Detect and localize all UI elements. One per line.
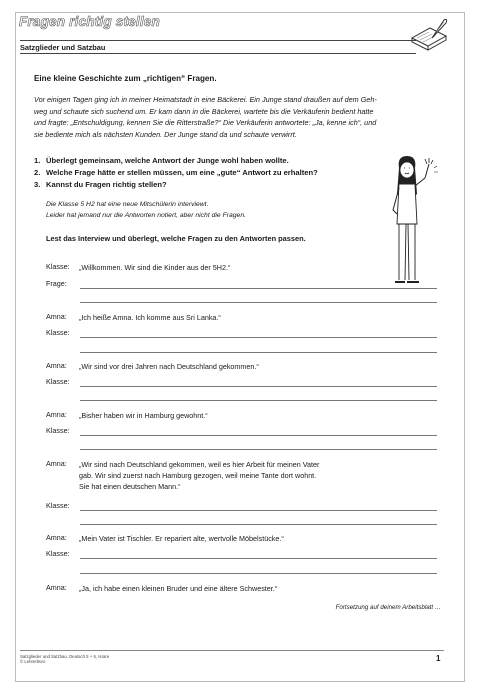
writing-line[interactable] — [80, 302, 437, 303]
answer-line: „Wir sind nach Deutschland gekommen, weil es hier Arbeit für meinen Vater — [79, 460, 320, 469]
book-quill-icon — [408, 16, 450, 54]
question-text: Welche Frage hätte er stellen müssen, um eine „gute“ Antwort zu erhalten? — [46, 168, 318, 177]
interview-note — [46, 200, 346, 221]
writing-line[interactable] — [80, 573, 437, 574]
header-rule — [20, 40, 416, 41]
question-text: Überlegt gemeinsam, welche Antwort der Junge wohl haben wollte. — [46, 156, 289, 165]
question-list — [34, 155, 394, 191]
answer-text: „Willkommen. Wir sind die Kinder aus der 5H2.“ — [79, 263, 231, 272]
answer-text: „Mein Vater ist Tischler. Er repariert alte, wertvolle Möbelstücke.“ — [79, 534, 284, 543]
interview-entry — [46, 328, 438, 337]
interview-entry — [46, 549, 438, 558]
answer-text: „Ja, ich habe einen kleinen Bruder und eine ältere Schwester.“ — [79, 584, 278, 593]
speaker-label: Amna: — [46, 312, 67, 321]
task-instruction: Lest das Interview und überlegt, welche Fragen zu den Antworten passen. — [46, 234, 306, 243]
note-line: Die Klasse 5 H2 hat eine neue Mitschülerin interviewt. — [46, 201, 209, 208]
writing-line[interactable] — [80, 386, 437, 387]
speaker-label: Klasse: — [46, 262, 70, 271]
answer-line: Sie hat einen deutschen Mann.“ — [79, 482, 181, 491]
footer-line: © Lehrerbüro — [20, 659, 46, 665]
story-line: sie bediente mich als nächsten Kunden. Der Junge stand da und schaute verwirrt. — [34, 129, 297, 139]
writing-line[interactable] — [80, 352, 437, 353]
interview-entry — [46, 459, 438, 492]
speaker-label: Amna: — [46, 583, 67, 592]
interview-entry — [46, 361, 438, 372]
answer-line: gab. Wir sind zuerst nach Hamburg gezogen, weil meine Tante dort wohnt. — [79, 471, 317, 480]
speaker-label: Klasse: — [46, 377, 70, 386]
story-line: Vor einigen Tagen ging ich in meiner Heimatstadt in eine Bäckerei. Ein Junge stand draußen auf dem Geh- — [34, 95, 377, 104]
interview-entry — [46, 262, 438, 273]
page-number: 1 — [436, 654, 441, 663]
page-title: Fragen richtig stellen — [19, 14, 160, 29]
footer-line: Satzglieder und Satzbau, Deutsch 5 + 6, Israre — [20, 654, 110, 659]
writing-line[interactable] — [80, 435, 437, 436]
question-text: Kannst du Fragen richtig stellen? — [46, 180, 167, 189]
writing-line[interactable] — [80, 288, 437, 289]
speaker-label: Klasse: — [46, 328, 70, 337]
answer-text: „Bisher haben wir in Hamburg gewohnt.“ — [79, 411, 208, 420]
interview-entry — [46, 501, 438, 510]
footer-source — [20, 654, 109, 665]
continuation-note: Fortsetzung auf deinem Arbeitsblatt … — [335, 604, 441, 611]
interview-entry — [46, 583, 438, 594]
question-item — [34, 167, 394, 179]
story-paragraph — [34, 94, 438, 140]
writing-line[interactable] — [80, 337, 437, 338]
interview-entry — [46, 377, 438, 386]
question-number: 3. — [34, 180, 41, 189]
question-number: 1. — [34, 156, 41, 165]
answer-text: „Wir sind vor drei Jahren nach Deutschland gekommen.“ — [79, 362, 259, 371]
speaker-label: Amna: — [46, 459, 67, 468]
interview-entry — [46, 426, 438, 435]
writing-line[interactable] — [80, 524, 437, 525]
story-line: und fragte: „Entschuldigung, kennen Sie die Ritterstraße?“ Die Verkäuferin antwortete: „Ja, kenne ich“, und — [34, 118, 377, 127]
question-item — [34, 179, 394, 191]
answer-text: „Ich heiße Amna. Ich komme aus Sri Lanka.“ — [79, 313, 221, 322]
writing-line[interactable] — [80, 449, 437, 450]
section-title: Eine kleine Geschichte zum „richtigen“ Fragen. — [34, 74, 217, 83]
footer-rule — [20, 650, 444, 651]
speaker-label: Amna: — [46, 410, 67, 419]
speaker-label: Klasse: — [46, 426, 70, 435]
story-line: weg und schaute sich suchend um. Er kam dann in die Bäckerei, wartete bis die Verkäuferin bedient hatte — [34, 106, 374, 116]
waving-girl-illustration — [377, 154, 439, 294]
writing-line[interactable] — [80, 510, 437, 511]
speaker-label: Klasse: — [46, 501, 70, 510]
page-subtitle: Satzglieder und Satzbau — [20, 43, 106, 52]
interview-entry — [46, 312, 438, 323]
speaker-label: Frage: — [46, 279, 67, 288]
note-line: Leider hat jemand nur die Antworten notiert, aber nicht die Fragen. — [46, 211, 246, 219]
interview-entry — [46, 279, 438, 288]
interview-entry — [46, 410, 438, 421]
interview-entry — [46, 533, 438, 544]
speaker-label: Klasse: — [46, 549, 70, 558]
question-item — [34, 155, 394, 167]
header-rule-bottom — [20, 53, 416, 54]
speaker-label: Amna: — [46, 533, 67, 542]
writing-line[interactable] — [80, 400, 437, 401]
speaker-label: Amna: — [46, 361, 67, 370]
writing-line[interactable] — [80, 558, 437, 559]
answer-text — [79, 459, 438, 492]
question-number: 2. — [34, 168, 41, 177]
